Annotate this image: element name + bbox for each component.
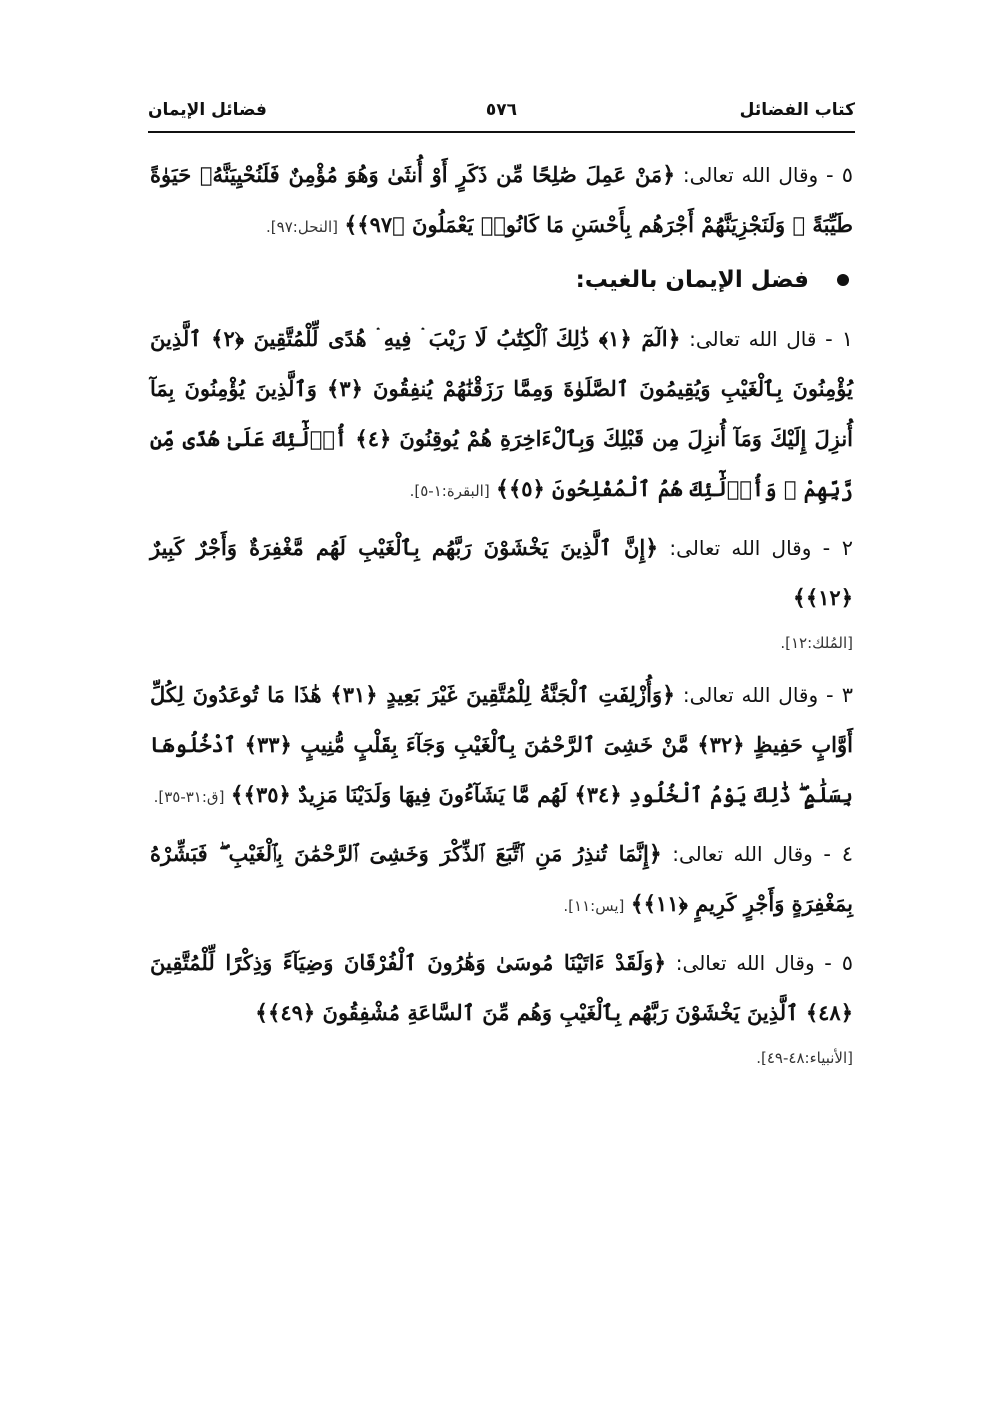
ayah-close-bracket: ﴾	[344, 212, 358, 238]
section-title: فضل الإيمان بالغيب:	[575, 267, 809, 293]
quran-verse: الٓمٓ ﴿١﴾ ذَٰلِكَ ٱلْكِتَٰبُ لَا رَيْبَ ۛ فِيهِ ۛ هُدًى لِّلْمُتَّقِينَ ﴿٢﴾ ٱلَّذِينَ يُؤْمِنُونَ بِٱلْغَيْبِ وَيُقِيمُونَ ٱلصَّلَوٰةَ وَمِمَّا رَزَقْنَٰهُمْ يُنفِقُونَ ﴿٣﴾ وَٱلَّذِينَ يُؤْمِنُونَ بِمَآ أُنزِلَ إِلَيْكَ وَمَآ أُنزِلَ مِن قَبْلِكَ وَبِٱلْءَاخِرَةِ هُمْ يُوقِنُونَ ﴿٤﴾ أُو۟لَٰٓئِكَ عَلَىٰ هُدًى مِّن رَّبِّهِمْ ۖ وَأُو۟لَٰٓئِكَ هُمُ ٱلْمُفْلِحُونَ ﴿٥﴾	[150, 326, 854, 501]
quran-verse: إِنَّمَا تُنذِرُ مَنِ ٱتَّبَعَ ٱلذِّكْرَ وَخَشِىَ ٱلرَّحْمَٰنَ بِٱلْغَيْبِ ۖ فَبَشِّرْهُ بِمَغْفِرَةٍ وَأَجْرٍ كَرِيمٍ ﴿١١﴾	[150, 841, 853, 916]
item-intro: وقال الله تعالى:	[669, 536, 812, 560]
item-intro: وقال الله تعالى:	[675, 951, 815, 975]
item-intro: وقال الله تعالى:	[682, 163, 819, 187]
ayah-open-bracket: ﴿	[662, 682, 676, 708]
verse-reference: [ق:٣١-٣٥].	[153, 788, 225, 806]
quran-verse: وَلَقَدْ ءَاتَيْنَا مُوسَىٰ وَهَٰرُونَ ٱلْفُرْقَانَ وَضِيَآءً وَذِكْرًا لِّلْمُتَّقِينَ ﴿٤٨﴾ ٱلَّذِينَ يَخْشَوْنَ رَبَّهُم بِٱلْغَيْبِ وَهُم مِّنَ ٱلسَّاعَةِ مُشْفِقُونَ ﴿٤٩﴾	[150, 950, 853, 1025]
bullet-icon	[837, 274, 849, 286]
list-item	[150, 829, 853, 931]
list-item	[150, 938, 853, 1078]
quran-verse: إِنَّ ٱلَّذِينَ يَخْشَوْنَ رَبَّهُم بِٱلْغَيْبِ لَهُم مَّغْفِرَةٌ وَأَجْرٌ كَبِيرٌ ﴿١٢﴾	[150, 535, 853, 610]
book-title: كتاب الفضائل	[739, 100, 855, 120]
ayah-close-bracket: ﴾	[230, 782, 244, 808]
ayah-close-bracket: ﴾	[255, 1000, 269, 1026]
verse-reference: [المُلك:١٢].	[780, 634, 853, 652]
verse-reference: [الأنبياء:٤٨-٤٩].	[756, 1049, 853, 1067]
verse-reference: [البقرة:١-٥].	[409, 482, 490, 500]
ayah-open-bracket: ﴿	[667, 326, 681, 352]
ayah-close-bracket: ﴾	[792, 585, 806, 611]
ayah-close-bracket: ﴾	[496, 476, 509, 502]
list-item	[150, 670, 853, 822]
item-number: ٢ -	[822, 536, 854, 560]
ayah-close-bracket: ﴾	[630, 891, 644, 917]
quran-verse: وَأُزْلِفَتِ ٱلْجَنَّةُ لِلْمُتَّقِينَ غَيْرَ بَعِيدٍ ﴿٣١﴾ هَٰذَا مَا تُوعَدُونَ لِكُلِّ أَوَّابٍ حَفِيظٍ ﴿٣٢﴾ مَّنْ خَشِىَ ٱلرَّحْمَٰنَ بِٱلْغَيْبِ وَجَآءَ بِقَلْبٍ مُّنِيبٍ ﴿٣٣﴾ ٱدْخُلُوهَا بِسَلَٰمٍ ۖ ذَٰلِكَ يَوْمُ ٱلْخُلُودِ ﴿٣٤﴾ لَهُم مَّا يَشَآءُونَ فِيهَا وَلَدَيْنَا مَزِيدٌ ﴿٣٥﴾	[150, 682, 853, 807]
item-number: ٥ -	[824, 951, 854, 975]
list-item	[150, 314, 853, 516]
chapter-title: فضائل الإيمان	[148, 100, 267, 120]
ayah-open-bracket: ﴿	[662, 162, 676, 188]
header-rule	[148, 131, 855, 133]
list-item	[150, 523, 853, 663]
item-intro: قال الله تعالى:	[689, 327, 817, 351]
section-heading	[150, 260, 853, 300]
quran-verse: مَنْ عَمِلَ صَٰلِحًا مِّن ذَكَرٍ أَوْ أُنثَىٰ وَهُوَ مُؤْمِنٌ فَلَنُحْيِيَنَّهُۥ حَيَوٰةً طَيِّبَةً ۖ وَلَنَجْزِيَنَّهُمْ أَجْرَهُم بِأَحْسَنِ مَا كَانُوا۟ يَعْمَلُونَ ﴿٩٧﴾	[150, 162, 853, 237]
ayah-open-bracket: ﴿	[648, 841, 662, 867]
page-number: ٥٧٦	[485, 100, 518, 120]
item-intro: وقال الله تعالى:	[672, 842, 813, 866]
page-body	[150, 150, 853, 1085]
item-number: ١ -	[825, 327, 853, 351]
item-number: ٣ -	[825, 683, 853, 707]
item-intro: وقال الله تعالى:	[682, 683, 819, 707]
ayah-open-bracket: ﴿	[645, 535, 659, 561]
item-number: ٤ -	[823, 842, 854, 866]
verse-reference: [يس:١١].	[563, 897, 625, 915]
list-item	[150, 150, 853, 252]
item-number: ٥ -	[825, 163, 853, 187]
verse-reference: [النحل:٩٧].	[266, 218, 338, 236]
ayah-open-bracket: ﴿	[653, 950, 667, 976]
running-header	[148, 100, 855, 130]
